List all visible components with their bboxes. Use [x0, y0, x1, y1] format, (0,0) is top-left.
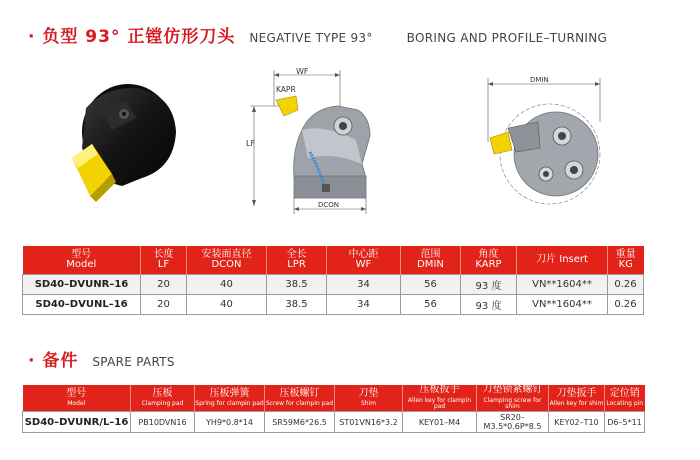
header-lf: 长度 LF [141, 246, 187, 275]
table-row: SD40–DVUNR–16 20 40 38.5 34 56 93 度 VN**1604** 0.26 [23, 275, 644, 295]
header-weight: 重量 KG [608, 246, 644, 275]
spare-title-en: SPARE PARTS [92, 355, 175, 369]
spec-table [22, 246, 644, 315]
spare-parts-title [28, 346, 175, 371]
title-en: NEGATIVE TYPE 93° [249, 31, 373, 45]
lf-label: LF [246, 139, 256, 148]
spare-parts-table [22, 385, 645, 433]
table-row: SD40–DVUNL–16 20 40 38.5 34 56 93 度 VN**1604** 0.26 [23, 295, 644, 315]
spare-table-header [23, 385, 645, 412]
front-view-diagram [482, 72, 612, 212]
header-allen-key-pad: 压板扳手 Allen key for clampin pad [403, 385, 477, 412]
header-wf: 中心距 WF [327, 246, 401, 275]
header-spring: 压板弹簧 Spring for clampin pad [195, 385, 265, 412]
table-row: SD40–DVUNR/L–16 PB10DVN16 YH9*0.8*14 SR59M6*26.5 ST01VN16*3.2 KEY01–M4 SR20–M3.5*0.6P*8.5 KEY02–T10 D6–5*11 [23, 412, 645, 433]
kapr-label: KAPR [276, 85, 296, 94]
header-spare-model: 型号 Model [23, 385, 131, 412]
product-photo [66, 78, 186, 208]
side-view-diagram [238, 66, 388, 216]
title-cn: · 负型 93° 正镗仿形刀头 [28, 27, 236, 47]
spare-title-cn: · 备件 [28, 351, 79, 371]
dmin-label: DMIN [530, 76, 549, 84]
header-dmin: 范围 DMIN [401, 246, 461, 275]
spec-table-header [23, 246, 644, 275]
title-en-2: BORING AND PROFILE–TURNING [406, 31, 608, 45]
header-karp: 角度 KARP [461, 246, 517, 275]
header-allen-key-shim: 刀垫扳手 Allen key for shim [549, 385, 605, 412]
header-dcon: 安装面直径 DCON [187, 246, 267, 275]
header-screw: 压板螺钉 Screw for clampin pad [265, 385, 335, 412]
header-lpr: 全长 LPR [267, 246, 327, 275]
header-clamping-screw-shim: 刀垫锁紧螺钉 Clamping screw for shim [477, 385, 549, 412]
wf-label: WF [296, 67, 309, 76]
header-model: 型号 Model [23, 246, 141, 275]
header-locating-pin: 定位销 Locating pin [605, 385, 645, 412]
header-insert: 刀片 Insert [517, 246, 608, 275]
header-clamping-pad: 压板 Clamping pad [131, 385, 195, 412]
page-title [28, 22, 607, 47]
dcon-label: DCON [318, 201, 340, 209]
header-shim: 刀垫 Shim [335, 385, 403, 412]
